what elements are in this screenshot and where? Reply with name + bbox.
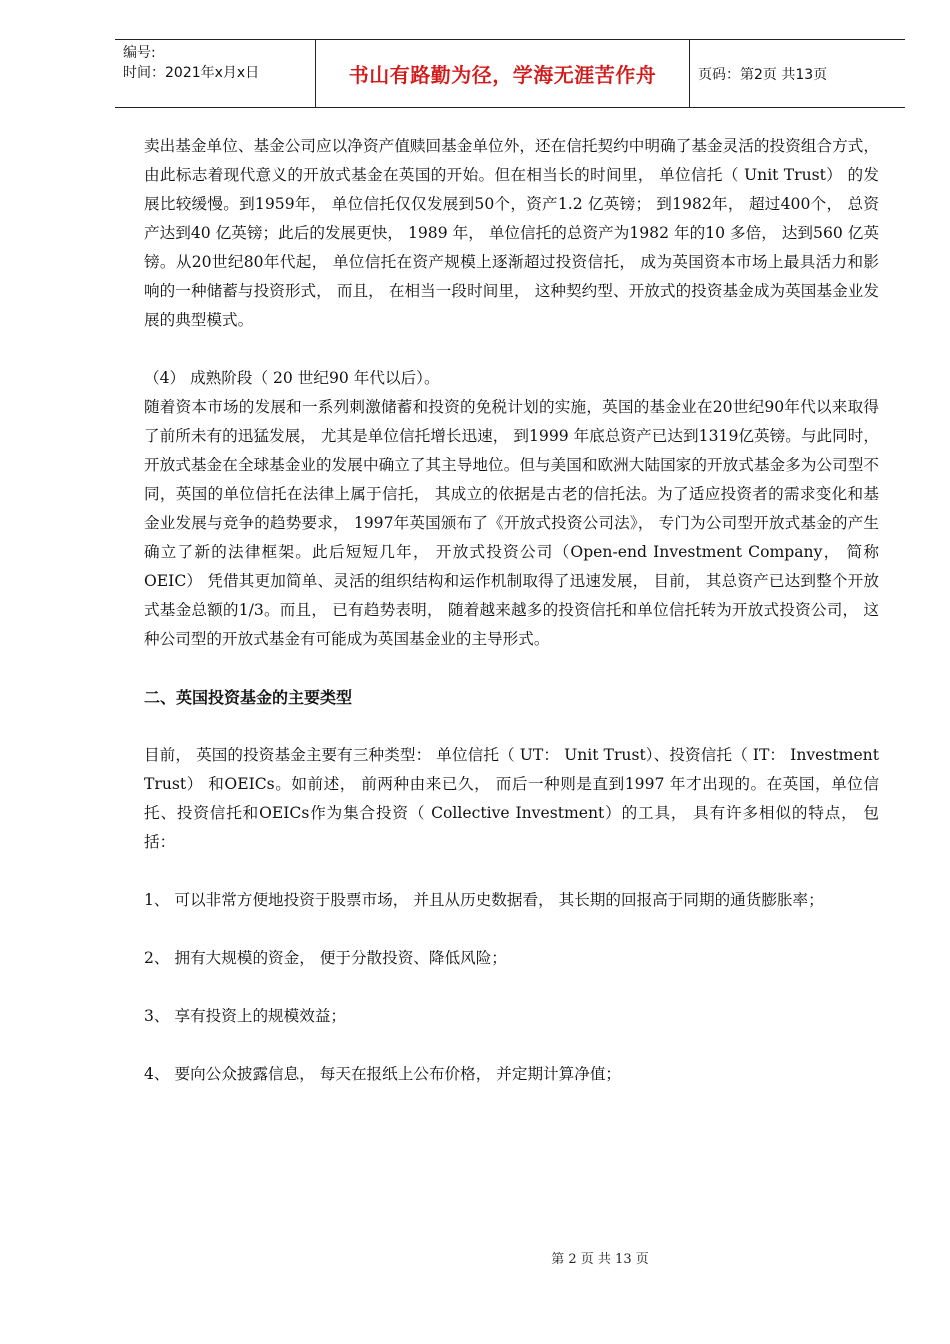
page-header — [115, 39, 905, 108]
paragraph-stage-heading: （4） 成熟阶段（ 20 世纪90 年代以后）。 — [144, 369, 440, 387]
paragraph-2: 随着资本市场的发展和一系列刺激储蓄和投资的免税计划的实施，英国的基金业在20世纪90年代以来取得了前所未有的迅猛发展， 尤其是单位信托增长迅速， 到1999 年底总资产已达到1319亿英镑。与此同时， 开放式基金在全球基金业的发展中确立了其主导地位。但与美国和欧洲大陆国家的开放式基金多为公司型不同，英国的单位信托在法律上属于信托， 其成立的依据是古老的信托法。为了适应投资者的需求变化和基金业发展与竞争的趋势要求， 1997年英国颁布了《开放式投资公司法》， 专门为公司型开放式基金的产生确立了新的法律框架。此后短短几年， 开放式投资公司（Open-end Investment Company， 简称OEIC） 凭借其更加简单、灵活的组织结构和运作机制取得了迅速发展， 目前， 其总资产已达到整个开放式基金总额的1/3。而且， 已有趋势表明， 随着越来越多的投资信托和单位信托转为开放式投资公司， 这种公司型的开放式基金有可能成为英国基金业的主导形式。 — [144, 398, 879, 648]
spacer — [144, 712, 879, 741]
header-slogan: 书山有路勤为径，学海无涯苦作舟 — [348, 63, 657, 87]
spacer — [144, 1031, 879, 1060]
document-body — [144, 132, 879, 1089]
section-heading: 二、英国投资基金的主要类型 — [144, 688, 353, 707]
paragraph-1: 卖出基金单位、基金公司应以净资产值赎回基金单位外，还在信托契约中明确了基金灵活的投资组合方式， 由此标志着现代意义的开放式基金在英国的开始。但在相当长的时间里， 单位信托（ Unit Trust） 的发展比较缓慢。到1959年， 单位信托仅仅发展到50个，资产1.2 亿英镑； 到1982年， 超过400个， 总资产达到40 亿英镑；此后的发展更快， 1989 年， 单位信托的总资产为1982 年的10 多倍， 达到560 亿英镑。从20世纪80年代起， 单位信托在资产规模上逐渐超过投资信托， 成为英国资本市场上最具活力和影响的一种储蓄与投资形式， 而且， 在相当一段时间里， 这种契约型、开放式的投资基金成为英国基金业发展的典型模式。 — [144, 137, 879, 329]
list-item-1: 1、 可以非常方便地投资于股票市场， 并且从历史数据看， 其长期的回报高于同期的通货膨胀率； — [144, 891, 824, 909]
paragraph-3: 目前， 英国的投资基金主要有三种类型： 单位信托（ UT： Unit Trust）、投资信托（ IT： Investment Trust） 和OEICs。如前述， 前两种由来已久， 而后一种则是直到1997 年才出现的。在英国，单位信托、投资信托和OEICs作为集合投资（ Collective Investment）的工具， 具有许多相似的特点， 包括： — [144, 746, 879, 851]
spacer — [144, 654, 879, 683]
header-page-info-cell — [690, 40, 905, 107]
spacer — [144, 857, 879, 886]
list-item-3: 3、 享有投资上的规模效益； — [144, 1007, 347, 1025]
header-meta-cell — [115, 40, 316, 107]
list-item-4: 4、 要向公众披露信息， 每天在报纸上公布价格， 并定期计算净值； — [144, 1065, 622, 1083]
spacer — [144, 335, 879, 364]
spacer — [144, 915, 879, 944]
header-page-info: 页码：第2页 共13页 — [698, 66, 828, 83]
header-number-label: 编号: — [123, 45, 156, 61]
header-time-label: 时间：2021年x月x日 — [123, 65, 260, 81]
header-slogan-cell — [316, 40, 690, 107]
page-footer: 第 2 页 共 13 页 — [551, 1252, 649, 1267]
spacer — [144, 973, 879, 1002]
list-item-2: 2、 拥有大规模的资金， 便于分散投资、降低风险； — [144, 949, 507, 967]
